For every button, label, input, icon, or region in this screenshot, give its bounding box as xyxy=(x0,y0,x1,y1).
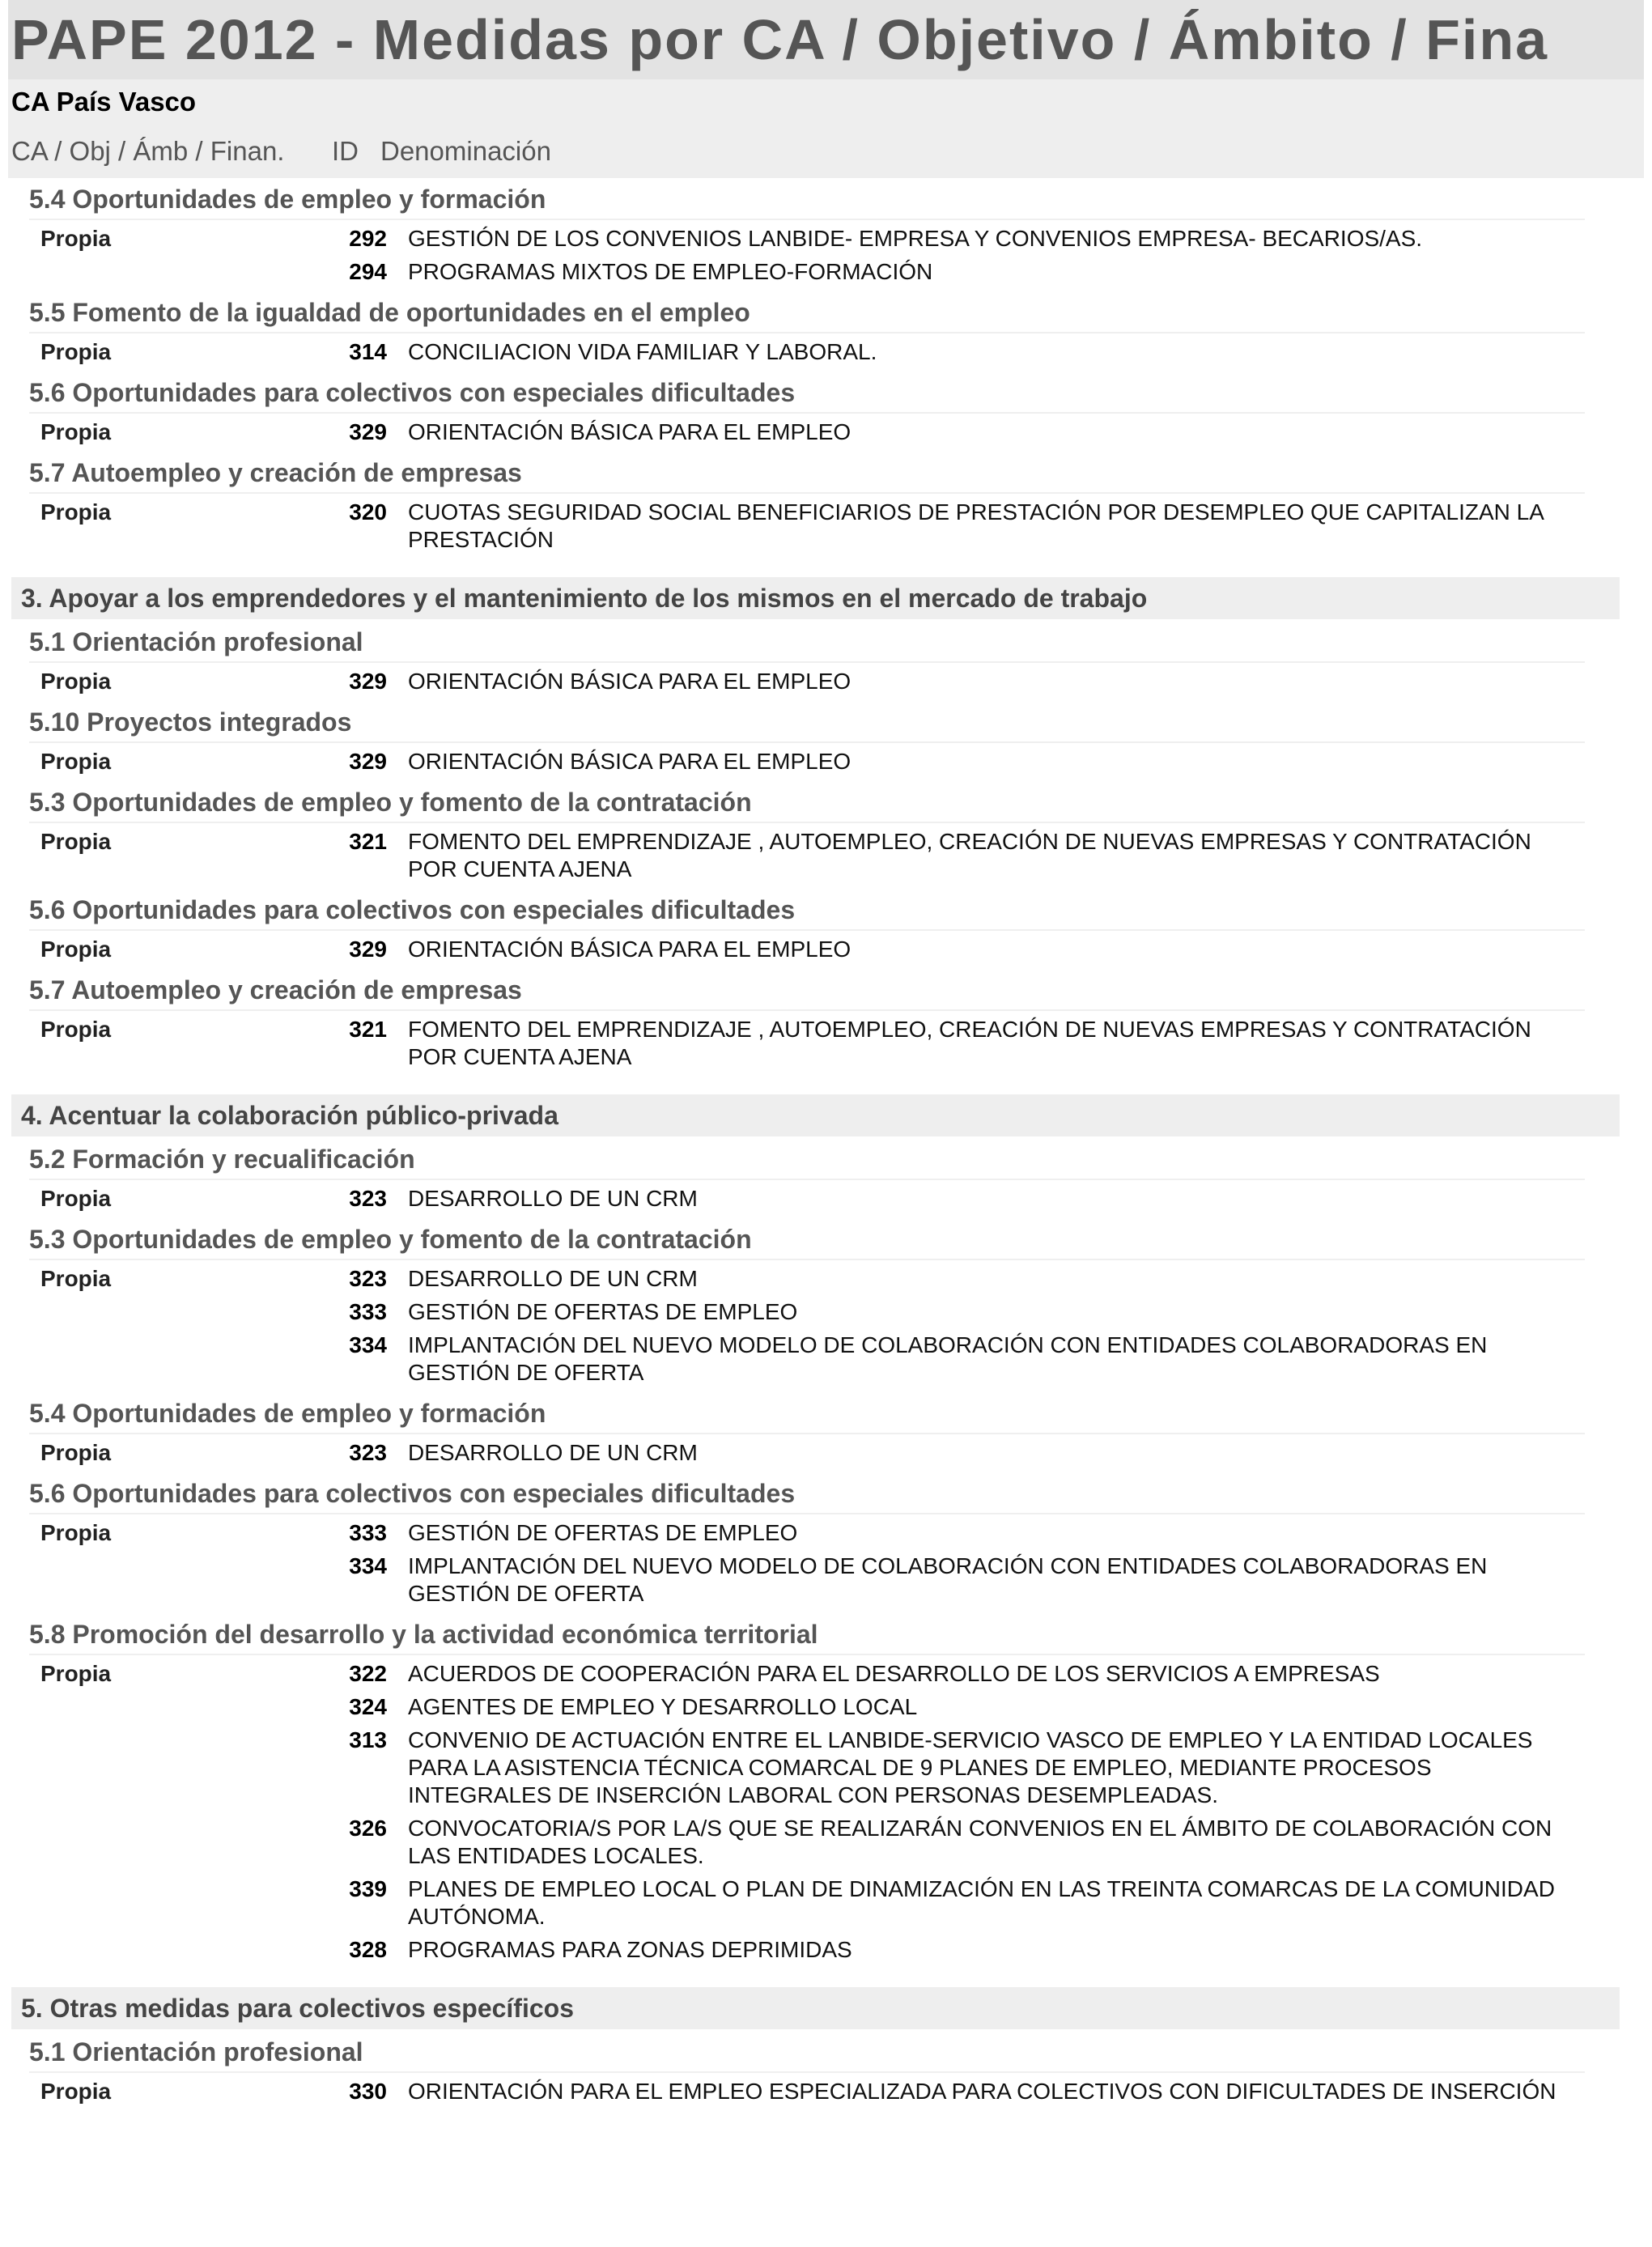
measure-id: 329 xyxy=(349,937,387,962)
measure-id: 330 xyxy=(349,2079,387,2104)
measure-list xyxy=(303,828,1585,889)
measure-row xyxy=(303,1875,1585,1931)
measure-row xyxy=(303,1727,1585,1809)
measure-list xyxy=(303,1265,1585,1392)
measure-name: DESARROLLO DE UN CRM xyxy=(408,1440,698,1465)
measure-id: 321 xyxy=(349,829,387,854)
measure-id: 334 xyxy=(349,1332,387,1357)
scope-title: 5.5 Fomento de la igualdad de oportunidades en el empleo xyxy=(29,293,1585,333)
scope-title: 5.7 Autoempleo y creación de empresas xyxy=(29,971,1585,1011)
objective-title: 5. Otras medidas para colectivos específicos xyxy=(11,1987,1620,2029)
measure-name: DESARROLLO DE UN CRM xyxy=(408,1186,698,1211)
finance-label: Propia xyxy=(40,226,112,251)
finance-label: Propia xyxy=(40,1266,112,1291)
scope-group xyxy=(29,971,1585,1078)
measure-id: 326 xyxy=(349,1816,387,1841)
measure-id: 320 xyxy=(349,499,387,525)
measure-id: 323 xyxy=(349,1266,387,1291)
measure-row xyxy=(303,1332,1585,1387)
measure-id: 329 xyxy=(349,669,387,694)
measure-list xyxy=(303,1519,1585,1613)
measure-name: AGENTES DE EMPLEO Y DESARROLLO LOCAL xyxy=(408,1694,918,1719)
objective-section xyxy=(0,180,1652,561)
measure-id: 322 xyxy=(349,1661,387,1686)
measure-name: ORIENTACIÓN BÁSICA PARA EL EMPLEO xyxy=(408,749,851,774)
measure-id: 314 xyxy=(349,339,387,364)
finance-row xyxy=(29,494,1585,561)
measure-id: 313 xyxy=(349,1727,387,1752)
finance-row xyxy=(29,2073,1585,2113)
measure-name: GESTIÓN DE LOS CONVENIOS LANBIDE- EMPRESA Y CONVENIOS EMPRESA- BECARIOS/AS. xyxy=(408,226,1423,251)
measure-name: CONCILIACION VIDA FAMILIAR Y LABORAL. xyxy=(408,339,877,364)
region-name: CA País Vasco xyxy=(8,79,1644,125)
measure-row xyxy=(303,258,1585,286)
measure-row xyxy=(303,418,1585,446)
measure-name: ORIENTACIÓN BÁSICA PARA EL EMPLEO xyxy=(408,937,851,962)
scope-title: 5.4 Oportunidades de empleo y formación xyxy=(29,180,1585,220)
scope-title: 5.6 Oportunidades para colectivos con especiales dificultades xyxy=(29,373,1585,414)
scope-title: 5.1 Orientación profesional xyxy=(29,2032,1585,2073)
measure-list xyxy=(303,338,1585,372)
measure-row xyxy=(303,1298,1585,1326)
measure-id: 323 xyxy=(349,1186,387,1211)
scope-group xyxy=(29,2032,1585,2113)
measure-name: ORIENTACIÓN PARA EL EMPLEO ESPECIALIZADA PARA COLECTIVOS CON DIFICULTADES DE INSERCIÓN xyxy=(408,2079,1556,2104)
finance-row xyxy=(29,823,1585,890)
measure-row xyxy=(303,1185,1585,1213)
measure-row xyxy=(303,1693,1585,1721)
measure-row xyxy=(303,1265,1585,1293)
report-body xyxy=(0,180,1652,2113)
scope-group xyxy=(29,1394,1585,1474)
finance-label: Propia xyxy=(40,499,112,525)
finance-label: Propia xyxy=(40,1017,112,1042)
measure-list xyxy=(303,418,1585,452)
measure-row xyxy=(303,1439,1585,1467)
measure-name: IMPLANTACIÓN DEL NUEVO MODELO DE COLABORACIÓN CON ENTIDADES COLABORADORAS EN GESTIÓN DE OFERTA xyxy=(408,1553,1488,1606)
measure-name: CUOTAS SEGURIDAD SOCIAL BENEFICIARIOS DE PRESTACIÓN POR DESEMPLEO QUE CAPITALIZAN LA PRESTACIÓN xyxy=(408,499,1544,552)
finance-row xyxy=(29,1514,1585,1615)
finance-label: Propia xyxy=(40,1520,112,1545)
measure-name: GESTIÓN DE OFERTAS DE EMPLEO xyxy=(408,1520,798,1545)
objective-title: 4. Acentuar la colaboración público-privada xyxy=(11,1094,1620,1136)
finance-row xyxy=(29,1655,1585,1971)
measure-name: ORIENTACIÓN BÁSICA PARA EL EMPLEO xyxy=(408,669,851,694)
measure-list xyxy=(303,1016,1585,1077)
finance-row xyxy=(29,743,1585,783)
scope-group xyxy=(29,703,1585,783)
finance-row xyxy=(29,414,1585,453)
measure-row xyxy=(303,499,1585,554)
measure-row xyxy=(303,338,1585,366)
scope-group xyxy=(29,1220,1585,1394)
measure-row xyxy=(303,748,1585,775)
finance-label: Propia xyxy=(40,419,112,444)
scope-group xyxy=(29,180,1585,293)
column-header-id: ID xyxy=(332,136,359,166)
finance-row xyxy=(29,1434,1585,1474)
scope-title: 5.6 Oportunidades para colectivos con especiales dificultades xyxy=(29,1474,1585,1514)
measure-row xyxy=(303,828,1585,883)
scope-group xyxy=(29,1615,1585,1971)
finance-label: Propia xyxy=(40,1186,112,1211)
scope-title: 5.3 Oportunidades de empleo y fomento de la contratación xyxy=(29,1220,1585,1260)
measure-name: FOMENTO DEL EMPRENDIZAJE , AUTOEMPLEO, CREACIÓN DE NUEVAS EMPRESAS Y CONTRATACIÓN POR CUENTA AJENA xyxy=(408,1017,1531,1069)
measure-list xyxy=(303,1660,1585,1969)
measure-name: CONVOCATORIA/S POR LA/S QUE SE REALIZARÁN CONVENIOS EN EL ÁMBITO DE COLABORACIÓN CON LAS ENTIDADES LOCALES. xyxy=(408,1816,1552,1868)
measure-id: 334 xyxy=(349,1553,387,1578)
measure-row xyxy=(303,1016,1585,1071)
measure-id: 292 xyxy=(349,226,387,251)
objective-title: 3. Apoyar a los emprendedores y el mantenimiento de los mismos en el mercado de trabajo xyxy=(11,577,1620,619)
finance-row xyxy=(29,1011,1585,1078)
finance-label: Propia xyxy=(40,937,112,962)
column-header-name: Denominación xyxy=(380,136,551,166)
finance-label: Propia xyxy=(40,339,112,364)
measure-name: FOMENTO DEL EMPRENDIZAJE , AUTOEMPLEO, CREACIÓN DE NUEVAS EMPRESAS Y CONTRATACIÓN POR CUENTA AJENA xyxy=(408,829,1531,881)
measure-id: 323 xyxy=(349,1440,387,1465)
measure-name: PROGRAMAS MIXTOS DE EMPLEO-FORMACIÓN xyxy=(408,259,933,284)
measure-name: PLANES DE EMPLEO LOCAL O PLAN DE DINAMIZACIÓN EN LAS TREINTA COMARCAS DE LA COMUNIDAD AUTÓNOMA. xyxy=(408,1876,1555,1929)
scope-title: 5.3 Oportunidades de empleo y fomento de la contratación xyxy=(29,783,1585,823)
finance-row xyxy=(29,1260,1585,1394)
finance-row xyxy=(29,1180,1585,1220)
column-header-row xyxy=(8,125,1644,178)
measure-row xyxy=(303,2078,1585,2105)
measure-row xyxy=(303,1660,1585,1688)
measure-list xyxy=(303,2078,1585,2111)
measure-list xyxy=(303,668,1585,701)
scope-group xyxy=(29,890,1585,971)
report-header xyxy=(8,0,1644,178)
measure-row xyxy=(303,936,1585,963)
measure-row xyxy=(303,225,1585,253)
scope-group xyxy=(29,1140,1585,1220)
measure-id: 333 xyxy=(349,1299,387,1324)
finance-row xyxy=(29,931,1585,971)
measure-row xyxy=(303,1936,1585,1964)
measure-list xyxy=(303,225,1585,291)
finance-label: Propia xyxy=(40,829,112,854)
scope-group xyxy=(29,783,1585,890)
scope-title: 5.8 Promoción del desarrollo y la actividad económica territorial xyxy=(29,1615,1585,1655)
finance-row xyxy=(29,220,1585,293)
scope-group xyxy=(29,373,1585,453)
measure-id: 321 xyxy=(349,1017,387,1042)
measure-name: DESARROLLO DE UN CRM xyxy=(408,1266,698,1291)
measure-list xyxy=(303,748,1585,781)
scope-title: 5.2 Formación y recualificación xyxy=(29,1140,1585,1180)
measure-row xyxy=(303,668,1585,695)
measure-row xyxy=(303,1519,1585,1547)
measure-id: 333 xyxy=(349,1520,387,1545)
objective-section xyxy=(0,1094,1652,1971)
scope-title: 5.1 Orientación profesional xyxy=(29,622,1585,663)
measure-list xyxy=(303,936,1585,969)
measure-list xyxy=(303,1185,1585,1218)
measure-name: CONVENIO DE ACTUACIÓN ENTRE EL LANBIDE-SERVICIO VASCO DE EMPLEO Y LA ENTIDAD LOCALES PARA LA ASISTENCIA TÉCNICA COMARCAL DE 9 PLANES DE EMPLEO, MEDIANTE PROCESOS INTEGRALES DE INSERCIÓN LABORAL CON PERSONAS DESEMPLEADAS. xyxy=(408,1727,1533,1807)
finance-label: Propia xyxy=(40,2079,112,2104)
measure-name: PROGRAMAS PARA ZONAS DEPRIMIDAS xyxy=(408,1937,852,1962)
objective-section xyxy=(0,577,1652,1078)
finance-label: Propia xyxy=(40,1661,112,1686)
scope-title: 5.10 Proyectos integrados xyxy=(29,703,1585,743)
scope-title: 5.7 Autoempleo y creación de empresas xyxy=(29,453,1585,494)
measure-name: GESTIÓN DE OFERTAS DE EMPLEO xyxy=(408,1299,798,1324)
report-title: PAPE 2012 - Medidas por CA / Objetivo / Ámbito / Fina xyxy=(11,8,1549,71)
scope-group xyxy=(29,293,1585,373)
scope-title: 5.6 Oportunidades para colectivos con especiales dificultades xyxy=(29,890,1585,931)
finance-label: Propia xyxy=(40,749,112,774)
measure-row xyxy=(303,1553,1585,1608)
measure-id: 329 xyxy=(349,749,387,774)
measure-name: ORIENTACIÓN BÁSICA PARA EL EMPLEO xyxy=(408,419,851,444)
measure-id: 339 xyxy=(349,1876,387,1901)
measure-list xyxy=(303,1439,1585,1472)
measure-name: ACUERDOS DE COOPERACIÓN PARA EL DESARROLLO DE LOS SERVICIOS A EMPRESAS xyxy=(408,1661,1380,1686)
finance-row xyxy=(29,663,1585,703)
measure-row xyxy=(303,1815,1585,1870)
scope-group xyxy=(29,622,1585,703)
finance-label: Propia xyxy=(40,1440,112,1465)
finance-row xyxy=(29,333,1585,373)
scope-group xyxy=(29,1474,1585,1615)
measure-id: 324 xyxy=(349,1694,387,1719)
objective-section xyxy=(0,1987,1652,2113)
measure-id: 294 xyxy=(349,259,387,284)
measure-list xyxy=(303,499,1585,559)
measure-id: 328 xyxy=(349,1937,387,1962)
scope-title: 5.4 Oportunidades de empleo y formación xyxy=(29,1394,1585,1434)
measure-name: IMPLANTACIÓN DEL NUEVO MODELO DE COLABORACIÓN CON ENTIDADES COLABORADORAS EN GESTIÓN DE OFERTA xyxy=(408,1332,1488,1385)
scope-group xyxy=(29,453,1585,561)
column-header-ca: CA / Obj / Ámb / Finan. xyxy=(11,136,285,166)
measure-id: 329 xyxy=(349,419,387,444)
finance-label: Propia xyxy=(40,669,112,694)
